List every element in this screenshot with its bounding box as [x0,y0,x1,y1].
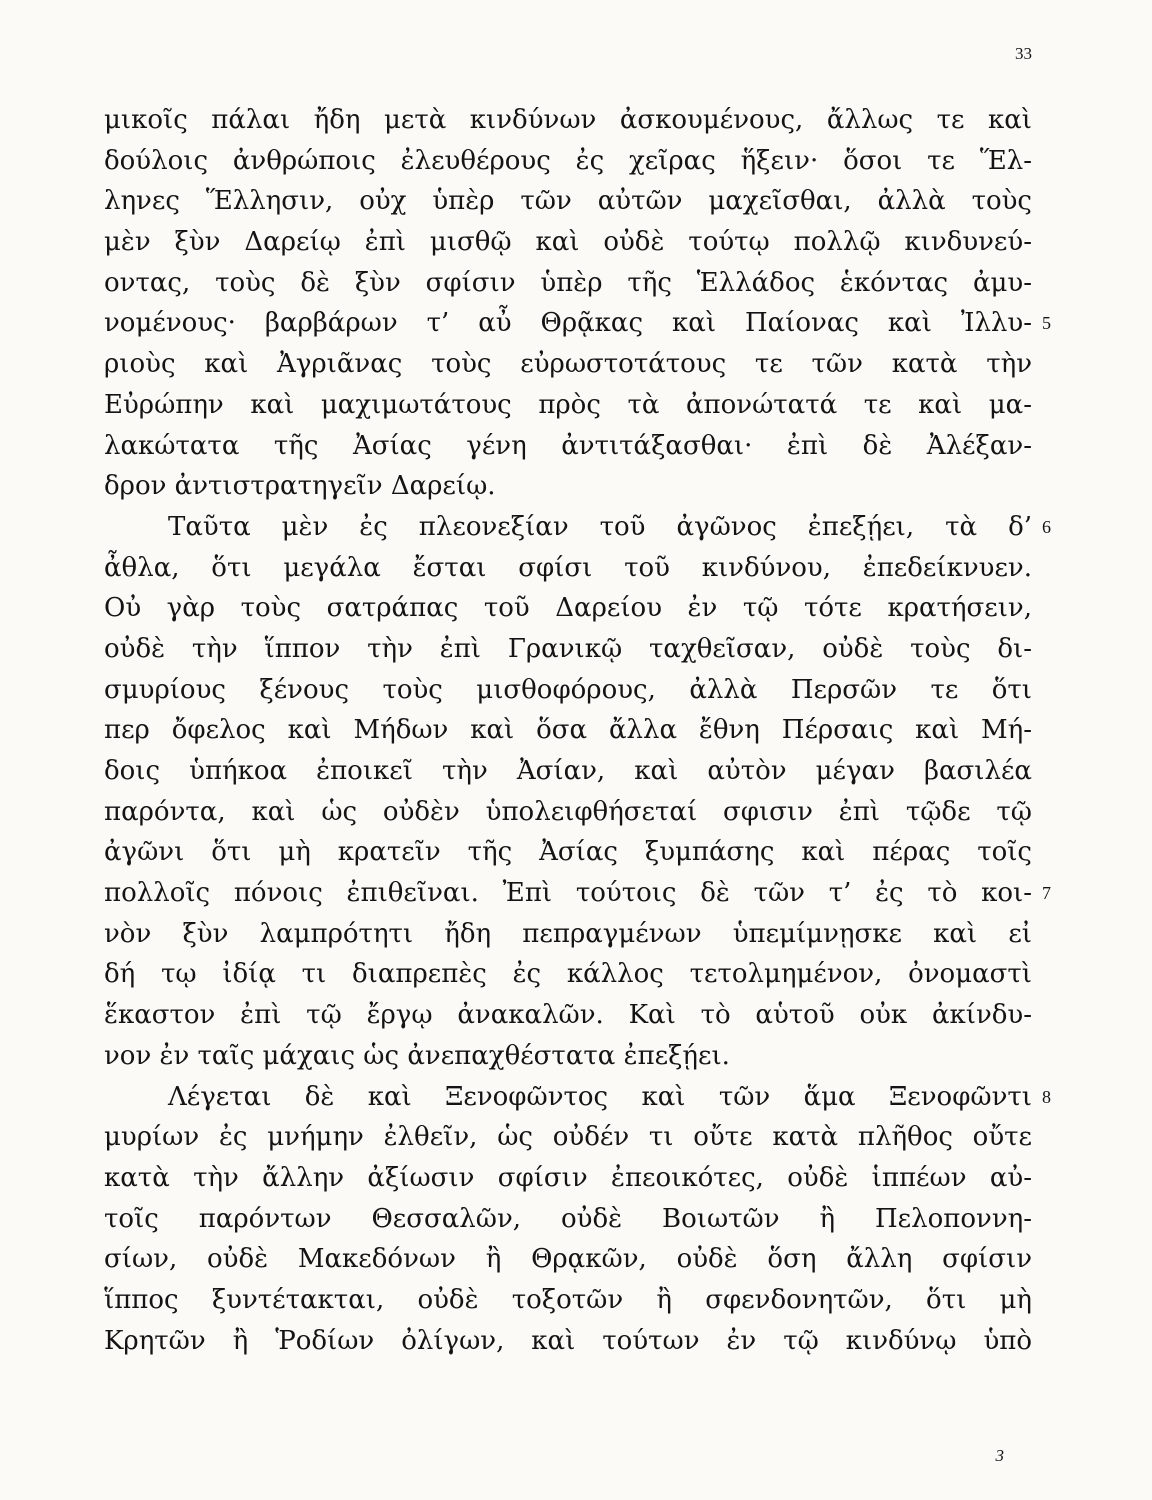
text-line-content: νομένους· βαρβάρων τ’ αὖ Θρᾷκας καὶ Παίονας καὶ Ἰλλυ- [104,308,1032,339]
text-line-content: Κρητῶν ἢ Ῥοδίων ὀλίγων, καὶ τούτων ἐν τῷ κινδύνῳ ὑπὸ [104,1325,1032,1356]
page-number: 33 [1015,44,1032,63]
text-line-content: ληνες Ἕλλησιν, οὐχ ὑπὲρ τῶν αὐτῶν μαχεῖσθαι, ἀλλὰ τοὺς [104,186,1032,217]
text-line-content: ἀγῶνι ὅτι μὴ κρατεῖν τῆς Ἀσίας ξυμπάσης καὶ πέρας τοῖς [104,837,1032,868]
text-line-content: δρον ἀντιστρατηγεῖν Δαρείῳ. [104,471,496,502]
text-line-content: δή τῳ ἰδίᾳ τι διαπρεπὲς ἐς κάλλος τετολμημένον, ὀνομαστὶ [104,959,1032,990]
text-line [104,710,1032,751]
text-line [104,1117,1032,1158]
text-line [104,1321,1032,1362]
text-line [104,385,1032,426]
text-line [104,548,1032,589]
text-line [104,995,1032,1036]
text-line-content: κατὰ τὴν ἄλλην ἀξίωσιν σφίσιν ἐπεοικότες, οὐδὲ ἱππέων αὐ- [104,1162,1032,1193]
text-line [104,751,1032,792]
text-line [104,792,1032,833]
text-line [104,466,1032,507]
signature-mark: 3 [995,1446,1004,1465]
text-line [104,670,1032,711]
section-number: 6 [1042,516,1051,537]
text-line [104,141,1032,182]
text-line [104,873,1051,914]
text-line-content: νὸν ξὺν λαμπρότητι ἤδη πεπραγμένων ὑπεμίμνῃσκε καὶ εἰ [104,918,1032,949]
text-line-content: δοις ὑπήκοα ἐποικεῖ τὴν Ἀσίαν, καὶ αὐτὸν μέγαν βασιλέα [104,756,1032,786]
text-line [104,426,1032,467]
text-line [104,303,1051,344]
text-line-content: δούλοις ἀνθρώποις ἐλευθέρους ἐς χεῖρας ἥξειν· ὅσοι τε Ἕλ- [104,145,1032,176]
text-line-content: Ταῦτα μὲν ἐς πλεονεξίαν τοῦ ἀγῶνος ἐπεξῄει, τὰ δ’ [168,511,1032,542]
text-line-content: Εὐρώπην καὶ μαχιμωτάτους πρὸς τὰ ἀπονώτατά τε καὶ μα- [104,389,1032,420]
text-line [104,1036,1032,1077]
text-line [104,344,1032,385]
section-number: 5 [1042,313,1051,334]
text-line-content: περ ὄφελος καὶ Μήδων καὶ ὅσα ἄλλα ἔθνη Πέρσαις καὶ Μή- [104,715,1032,746]
text-line [104,1077,1051,1118]
text-line-content: ριοὺς καὶ Ἀγριᾶνας τοὺς εὐρωστοτάτους τε τῶν κατὰ τὴν [104,349,1032,380]
text-line [104,1280,1032,1321]
text-line-content: τοῖς παρόντων Θεσσαλῶν, οὐδὲ Βοιωτῶν ἢ Πελοποννη- [104,1203,1032,1234]
text-line [104,263,1032,304]
text-line-content: παρόντα, καὶ ὡς οὐδὲν ὑπολειφθήσεταί σφισιν ἐπὶ τῷδε τῷ [104,796,1032,827]
text-line-content: σίων, οὐδὲ Μακεδόνων ἢ Θρᾳκῶν, οὐδὲ ὅση ἄλλη σφίσιν [104,1244,1032,1275]
text-line [104,954,1032,995]
text-line [104,222,1032,263]
text-line-content: οὐδὲ τὴν ἵππον τὴν ἐπὶ Γρανικῷ ταχθεῖσαν, οὐδὲ τοὺς δι- [104,633,1032,664]
text-line [104,629,1032,670]
text-line-content: οντας, τοὺς δὲ ξὺν σφίσιν ὑπὲρ τῆς Ἑλλάδος ἑκόντας ἀμυ- [104,267,1032,298]
text-line [104,1158,1032,1199]
text-line [104,914,1032,955]
text-line [104,507,1051,548]
text-line [104,1199,1032,1240]
text-line [104,100,1032,141]
text-line-content: Οὐ γὰρ τοὺς σατράπας τοῦ Δαρείου ἐν τῷ τότε κρατήσειν, [104,593,1032,624]
text-line-content: πολλοῖς πόνοις ἐπιθεῖναι. Ἐπὶ τούτοις δὲ τῶν τ’ ἐς τὸ κοι- [104,878,1032,909]
text-line-content: λακώτατα τῆς Ἀσίας γένη ἀντιτάξασθαι· ἐπὶ δὲ Ἀλέξαν- [104,430,1032,461]
text-line [104,588,1032,629]
greek-text-block [104,100,1051,1361]
text-line-content: μικοῖς πάλαι ἤδη μετὰ κινδύνων ἀσκουμένους, ἄλλως τε καὶ [104,105,1032,135]
text-line [104,832,1032,873]
text-line-content: νον ἐν ταῖς μάχαις ὡς ἀνεπαχθέστατα ἐπεξῄει. [104,1040,730,1071]
text-line [104,1239,1032,1280]
text-line-content: ἵππος ξυντέτακται, οὐδὲ τοξοτῶν ἢ σφενδονητῶν, ὅτι μὴ [104,1284,1032,1315]
text-line-content: ἕκαστον ἐπὶ τῷ ἔργῳ ἀνακαλῶν. Καὶ τὸ αὑτοῦ οὐκ ἀκίνδυ- [104,1000,1032,1031]
text-line-content: σμυρίους ξένους τοὺς μισθοφόρους, ἀλλὰ Περσῶν τε ὅτι [104,674,1032,705]
text-line-content: ἆθλα, ὅτι μεγάλα ἔσται σφίσι τοῦ κινδύνου, ἐπεδείκνυεν. [104,552,1032,583]
text-line-content: μυρίων ἐς μνήμην ἐλθεῖν, ὡς οὐδέν τι οὔτε κατὰ πλῆθος οὔτε [104,1122,1032,1153]
text-line-content: μὲν ξὺν Δαρείῳ ἐπὶ μισθῷ καὶ οὐδὲ τούτῳ πολλῷ κινδυνεύ- [104,227,1032,258]
section-number: 8 [1042,1086,1051,1107]
section-number: 7 [1042,883,1051,904]
text-line-content: Λέγεται δὲ καὶ Ξενοφῶντος καὶ τῶν ἅμα Ξενοφῶντι [168,1081,1032,1112]
text-line [104,181,1032,222]
